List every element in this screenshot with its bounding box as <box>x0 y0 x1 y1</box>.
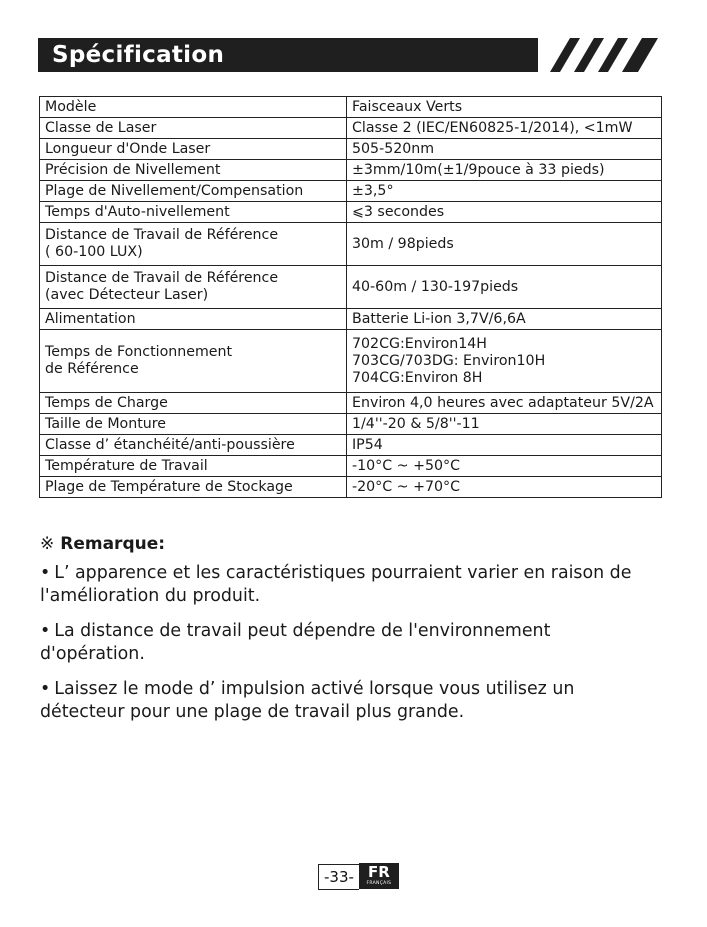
spec-row <box>40 330 662 393</box>
spec-label <box>40 97 347 118</box>
spec-label <box>40 477 347 498</box>
spec-row <box>40 118 662 139</box>
spec-value-line: 703CG/703DG: Environ10H <box>352 352 546 369</box>
spec-value <box>347 223 662 266</box>
spec-row <box>40 97 662 118</box>
spec-label-line: Précision de Nivellement <box>45 161 221 178</box>
spec-label-line: Temps de Fonctionnement <box>45 344 233 360</box>
language-name: FRANÇAIS <box>366 881 392 886</box>
spec-label <box>40 330 347 393</box>
header-stripes-decoration <box>536 38 660 72</box>
spec-row <box>40 477 662 498</box>
spec-label <box>40 139 347 160</box>
spec-label-line: Alimentation <box>45 310 136 327</box>
remark-item: • Laissez le mode d’ impulsion activé lorsque vous utilisez un détecteur pour une plage de travail plus grande. <box>40 679 575 722</box>
remarks-list <box>40 562 660 736</box>
spec-label-line: ( 60-100 LUX) <box>45 244 143 260</box>
spec-label <box>40 414 347 435</box>
spec-value-line: ⩽3 secondes <box>352 203 445 220</box>
spec-value <box>347 139 662 160</box>
spec-row <box>40 435 662 456</box>
spec-row <box>40 139 662 160</box>
spec-value <box>347 309 662 330</box>
language-code: FR <box>368 863 390 881</box>
spec-value <box>347 414 662 435</box>
spec-label-line: Classe de Laser <box>45 119 157 136</box>
spec-value-line: ±3,5° <box>352 182 394 199</box>
spec-label <box>40 181 347 202</box>
language-badge <box>359 863 399 889</box>
remark-item: • La distance de travail peut dépendre de l'environnement d'opération. <box>40 621 551 664</box>
spec-label-line: de Référence <box>45 361 139 377</box>
spec-value-line: 30m / 98pieds <box>352 235 454 252</box>
spec-label-line: Distance de Travail de Référence <box>45 227 279 243</box>
spec-label-line: Temps de Charge <box>45 394 168 411</box>
spec-value-line: 704CG:Environ 8H <box>352 369 483 386</box>
spec-label-line: Classe d’ étanchéité/anti-poussière <box>45 436 295 453</box>
bullet-icon: • <box>40 679 51 699</box>
spec-value-line: Faisceaux Verts <box>352 98 463 115</box>
spec-value-line: ±3mm/10m(±1/9pouce à 33 pieds) <box>352 161 605 178</box>
spec-value <box>347 456 662 477</box>
spec-label-line: Temps d'Auto-nivellement <box>45 203 230 220</box>
spec-label <box>40 266 347 309</box>
spec-label-line: Modèle <box>45 98 97 115</box>
spec-value-line: Classe 2 (IEC/EN60825-1/2014), <1mW <box>352 119 633 136</box>
spec-row <box>40 223 662 266</box>
stripe-2 <box>574 38 604 72</box>
bullet-icon: • <box>40 621 51 641</box>
spec-value-line: 702CG:Environ14H <box>352 335 487 352</box>
spec-value <box>347 118 662 139</box>
spec-value-line: 505-520nm <box>352 140 435 157</box>
spec-value <box>347 97 662 118</box>
spec-value <box>347 181 662 202</box>
remarks-heading <box>40 533 165 555</box>
spec-value <box>347 202 662 223</box>
spec-label-line: Plage de Nivellement/Compensation <box>45 182 304 199</box>
spec-value <box>347 477 662 498</box>
spec-label <box>40 309 347 330</box>
stripe-3 <box>598 38 628 72</box>
spec-value-line: IP54 <box>352 436 383 453</box>
page-footer <box>318 864 399 890</box>
remark-item: • L’ apparence et les caractéristiques pourraient varier en raison de l'amélioration du produit. <box>40 563 632 606</box>
spec-value-line: Environ 4,0 heures avec adaptateur 5V/2A <box>352 394 654 411</box>
spec-label-line: (avec Détecteur Laser) <box>45 287 209 303</box>
spec-label-line: Plage de Température de Stockage <box>45 478 293 495</box>
spec-row <box>40 456 662 477</box>
spec-row <box>40 181 662 202</box>
spec-value <box>347 160 662 181</box>
spec-label-line: Longueur d'Onde Laser <box>45 140 211 157</box>
spec-label-line: Taille de Monture <box>45 415 167 432</box>
spec-row <box>40 309 662 330</box>
remarks-title: Remarque: <box>60 534 166 554</box>
spec-label <box>40 202 347 223</box>
spec-value <box>347 330 662 393</box>
stripe-4 <box>622 38 658 72</box>
spec-label <box>40 160 347 181</box>
specification-table <box>39 96 662 498</box>
stripe-1 <box>550 38 580 72</box>
spec-value <box>347 393 662 414</box>
page-number: -33- <box>318 864 359 890</box>
spec-label-line: Distance de Travail de Référence <box>45 270 279 286</box>
spec-row <box>40 393 662 414</box>
spec-row <box>40 202 662 223</box>
reference-mark-icon: ※ <box>40 534 55 554</box>
spec-label <box>40 435 347 456</box>
spec-value <box>347 435 662 456</box>
spec-row <box>40 266 662 309</box>
bullet-icon: • <box>40 563 51 583</box>
spec-row <box>40 160 662 181</box>
spec-label <box>40 456 347 477</box>
spec-value-line: 1/4''-20 & 5/8''-11 <box>352 415 480 432</box>
spec-row <box>40 414 662 435</box>
spec-value-line: -20°C ~ +70°C <box>352 478 461 495</box>
spec-label-line: Température de Travail <box>45 457 208 474</box>
section-header-bar <box>38 38 538 72</box>
spec-value <box>347 266 662 309</box>
spec-value-line: 40-60m / 130-197pieds <box>352 278 519 295</box>
page-title: Spécification <box>52 42 225 68</box>
spec-label <box>40 223 347 266</box>
spec-value-line: -10°C ~ +50°C <box>352 457 461 474</box>
spec-label <box>40 393 347 414</box>
spec-value-line: Batterie Li-ion 3,7V/6,6A <box>352 310 526 327</box>
spec-label <box>40 118 347 139</box>
